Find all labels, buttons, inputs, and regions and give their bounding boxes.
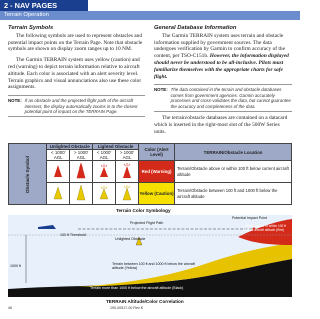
tall-obstacle-icon [70, 161, 93, 183]
section-subtitle: Terrain Operation [0, 11, 300, 20]
agl-below-1000: < 1000' AGL [47, 150, 70, 161]
red-zone-label: Terrain above or within 100 ft below aircraft altitude (Red) [245, 224, 286, 232]
lighted-tall-obstacle-icon [116, 161, 139, 183]
obstacle-symbol-side-label: Obstacle Symbol [9, 144, 47, 205]
database-heading: General Database Information [154, 25, 237, 31]
thousand-ft-label: 1000 ft [10, 264, 21, 268]
document-number: 190-00517-00 Rev K [110, 306, 144, 310]
note-text: If an obstacle and the projected flight path of the aircraft intersect, the display automatically zooms in to the closest potential point of impact on the TERRAIN Page. [24, 98, 138, 114]
yellow-zone-label: Terrain between 100 ft and 1000 ft below the aircraft altitude (Yellow) [112, 262, 195, 270]
note-label: NOTE: [8, 98, 22, 104]
red-warning-swatch: Red (Warning) [138, 161, 174, 183]
right-paragraph-1 [154, 33, 292, 81]
symbology-caption: Terrain Color Symbology [116, 208, 171, 213]
note-label: NOTE: [154, 87, 168, 93]
color-header: Color (Alert Level) [138, 144, 174, 161]
terrain-color-symbology-table [8, 143, 292, 205]
right-column [154, 25, 292, 139]
right-note [154, 84, 292, 112]
section-title: 2 - NAV PAGES [0, 0, 88, 11]
right-paragraph-2: The terrain/obstacle databases are contained on a datacard which is inserted in the right-most slot of the 500W Series units. [154, 115, 288, 135]
altitude-caption: TERRAIN Altitude/Color Correlation [106, 299, 184, 304]
threshold-label: 100 ft Threshold [60, 233, 86, 237]
red-location: Terrain/Obstacle above or within 100 ft below current aircraft altitude [175, 161, 292, 183]
right-paragraph-1-emphasis: However, the information displayed should never be understood to be all-inclusive. Pilots must familiarize themselves with the appropriate charts for safe flight. [154, 53, 289, 80]
lighted-obstacle-icon [93, 183, 116, 205]
page-number: 46 [8, 306, 12, 310]
agl-below-1000: < 1000' AGL [93, 150, 116, 161]
yellow-location: Terrain/Obstacle between 100 ft and 1000 ft below the aircraft altitude [175, 183, 292, 205]
page-header [0, 0, 300, 20]
left-column [8, 25, 145, 120]
legend-row-red [9, 161, 292, 183]
yellow-caution-swatch: Yellow (Caution) [138, 183, 174, 205]
left-paragraph-2: The Garmin TERRAIN system uses yellow (caution) and red (warning) to depict terrain information relative to aircraft altitude. Each color is associated with an alert severity level. Terrain graphics and visual annunciations also use these color assignments. [8, 57, 142, 91]
location-header: TERRAIN/Obstacle Location [175, 144, 292, 161]
lighted-obstacle-icon [93, 161, 116, 183]
obstacle-icon [47, 183, 70, 205]
agl-above-1000: > 1000' AGL [70, 150, 93, 161]
unlighted-obstacle-header: Unlighted Obstacle [47, 144, 93, 150]
lighted-tall-obstacle-icon [116, 183, 139, 205]
left-paragraph-1: The following symbols are used to represent obstacles and potential impact points on the Terrain Page. Note that obstacle symbols are shown on display zoom ranges up to 10 NM. [8, 32, 143, 53]
terrain-symbols-heading: Terrain Symbols [8, 25, 54, 31]
lighted-obstacle-header: Lighted Obstacle [93, 144, 139, 150]
obstacle-label: Unlighted Obstacle [115, 237, 146, 241]
note-text: The data contained in the terrain and obstacle databases comes from government agencies. Garmin accurately processes and cross-validates the data, but cannot guarantee the accuracy and completeness of the data. [170, 87, 291, 109]
right-paragraph-1-text: The Garmin TERRAIN system uses terrain and obstacle information supplied by government sources. The data undergoes verification by Garmin to confirm accuracy of the content, per TSO-C151b. [154, 32, 286, 60]
flight-path-label: Projected Flight Path [130, 221, 164, 225]
obstacle-icon [47, 161, 70, 183]
black-zone-label: Terrain more than 1000 ft below the aircraft altitude (Black) [90, 286, 184, 290]
legend-row-yellow [9, 183, 292, 205]
agl-above-1000: > 1000' AGL [116, 150, 139, 161]
tall-obstacle-icon [70, 183, 93, 205]
left-note [8, 95, 145, 117]
impact-point-label: Potential Impact Point [232, 216, 267, 220]
